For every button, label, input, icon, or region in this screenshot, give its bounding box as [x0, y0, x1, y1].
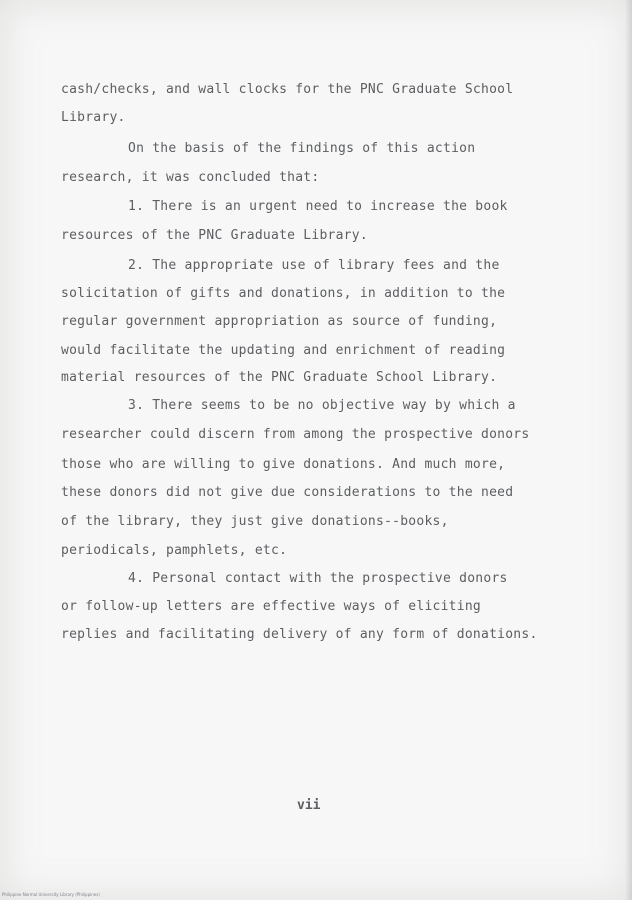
conclusion-3-line-4: these donors did not give due considerations to the need [61, 485, 514, 500]
conclusion-3-line-1: 3. There seems to be no objective way by which a [128, 398, 516, 413]
paragraph-intro-line-2: research, it was concluded that: [61, 170, 320, 185]
page-number: vii [297, 798, 321, 813]
conclusion-2-line-5: material resources of the PNC Graduate School Library. [61, 370, 498, 385]
conclusion-2-line-4: would facilitate the updating and enrichment of reading [61, 343, 506, 358]
conclusion-1-line-1: 1. There is an urgent need to increase the book [128, 199, 508, 214]
paragraph-intro-line-1: On the basis of the findings of this action [128, 141, 476, 156]
conclusion-4-line-2: or follow-up letters are effective ways of eliciting [61, 599, 481, 614]
conclusion-1-line-2: resources of the PNC Graduate Library. [61, 228, 368, 243]
conclusion-3-line-6: periodicals, pamphlets, etc. [61, 543, 288, 558]
conclusion-2-line-2: solicitation of gifts and donations, in addition to the [61, 286, 506, 301]
paper-edge-shadow [625, 0, 632, 900]
conclusion-3-line-5: of the library, they just give donations--books, [61, 514, 449, 529]
conclusion-3-line-2: researcher could discern from among the prospective donors [61, 427, 530, 442]
footer-note: Philippine Normal University Library (Philippines) [2, 892, 100, 897]
text-line-2: Library. [61, 110, 126, 125]
conclusion-4-line-3: replies and facilitating delivery of any form of donations. [61, 627, 538, 642]
conclusion-2-line-1: 2. The appropriate use of library fees and the [128, 258, 500, 273]
text-line-1: cash/checks, and wall clocks for the PNC Graduate School [61, 82, 514, 97]
conclusion-2-line-3: regular government appropriation as source of funding, [61, 314, 498, 329]
conclusion-4-line-1: 4. Personal contact with the prospective donors [128, 571, 508, 586]
conclusion-3-line-3: those who are willing to give donations. And much more, [61, 457, 506, 472]
